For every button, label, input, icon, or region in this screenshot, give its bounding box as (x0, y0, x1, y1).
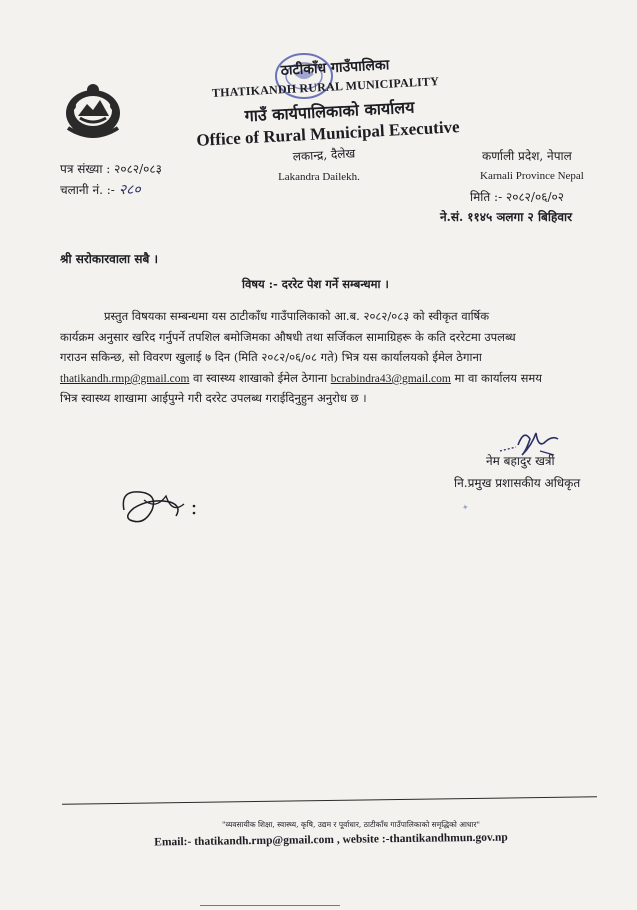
footer-separator: , (336, 833, 340, 846)
footer-slogan: "व्यवसायीक शिक्षा, स्वास्थ्य, कृषि, उद्यम र पूर्वाधार, ठाटीकाँध गाउँपालिकाको समृद्धिको आधार" (222, 820, 480, 829)
municipality-name-np: ठाटीकाँध गाउँपालिका (280, 57, 390, 79)
letter-date: मिति :- २०८२/०६/०२ (470, 190, 564, 204)
office-email-link[interactable]: thatikandh.rmp@gmail.com (60, 373, 190, 385)
faint-stamp-mark: ✦ (461, 502, 470, 513)
body-line-2: कार्यक्रम अनुसार खरिद गर्नुपर्ने तपशिल बमोजिमका औषधी तथा सर्जिकल सामाग्रिहरू के कति दररेटमा उपलब्ध (60, 330, 516, 344)
office-name-en: Office of Rural Municipal Executive (195, 117, 461, 150)
location-np: लकान्द्र, दैलेख (292, 146, 356, 164)
health-email-link[interactable]: bcrabindra43@gmail.com (330, 373, 451, 385)
body-line-5: भित्र स्वास्थ्य शाखामा आईपुग्ने गरी दररेट उपलब्ध गराईदिनुहुन अनुरोध छ । (60, 391, 367, 405)
footer-contact (146, 831, 516, 848)
nepal-sambat-date: ने.सं. ११४५ ञलगा २ बिहिवार (440, 210, 573, 224)
province-en: Karnali Province Nepal (480, 170, 584, 182)
body-line-1: प्रस्तुत विषयका सम्बन्धमा यस ठाटीकाँध गाउँपालिकाको आ.ब. २०८२/०८३ को स्वीकृत वार्षिक (104, 309, 490, 323)
footer-email[interactable]: Email:- thatikandh.rmp@gmail.com (154, 833, 335, 849)
dispatch-number (60, 180, 141, 199)
dispatch-number-value: २८० (118, 182, 141, 198)
footer-website[interactable]: website :-thantikandhmun.gov.np (342, 831, 508, 846)
body-line-4 (60, 371, 542, 386)
body-line-3: गराउन सकिन्छ, सो विवरण खुलाई ७ दिन (मिति २०८२/०६/०८ गते) भित्र यस कार्यालयको ईमेल ठेगाना (60, 350, 482, 364)
footer-divider (62, 796, 597, 804)
letter-number: पत्र संख्या : २०८२/०८३ (60, 162, 162, 176)
province-np: कर्णाली प्रदेश, नेपाल (482, 149, 572, 163)
nepal-emblem-icon (60, 80, 126, 140)
initial-signature-icon (114, 480, 204, 532)
signatory-name: नेम बहादुर खत्री (486, 454, 555, 468)
municipality-name-en: THATIKANDH RURAL MUNICIPALITY (211, 74, 440, 100)
body-line-4-middle: वा स्वास्थ्य शाखाको ईमेल ठेगाना (189, 371, 331, 385)
location-en: Lakandra Dailekh. (278, 171, 360, 183)
bottom-edge-line (200, 905, 340, 906)
office-name-np: गाउँ कार्यपालिकाको कार्यालय (244, 97, 415, 126)
signatory-title: नि.प्रमुख प्रशासकीय अधिकृत (454, 476, 581, 490)
addressee: श्री सरोकारवाला सबै । (60, 252, 159, 266)
dispatch-number-label: चलानी नं. :- (60, 183, 115, 197)
letter-subject: विषय :- दररेट पेश गर्ने सम्बन्धमा । (242, 277, 389, 291)
body-line-4-end: मा वा कार्यालय समय (450, 371, 542, 385)
